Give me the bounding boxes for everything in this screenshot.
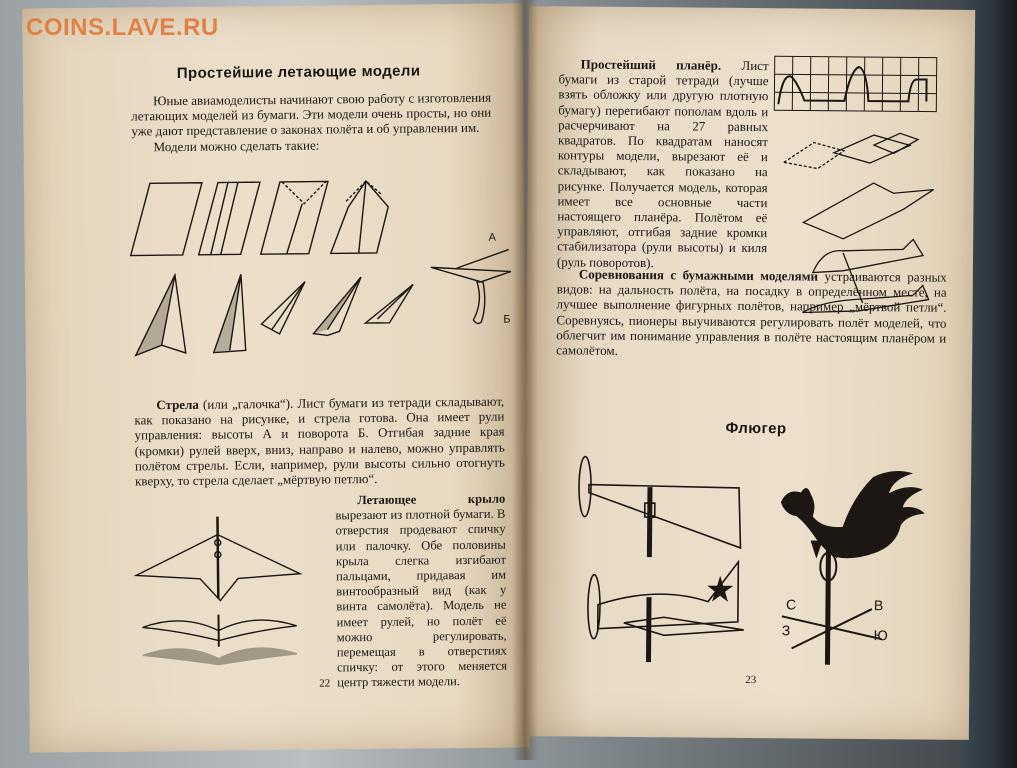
planer-section: [557, 56, 769, 271]
left-page-number: 22: [319, 677, 331, 690]
glider-grid-illustration: [772, 54, 941, 115]
left-page: [22, 3, 530, 752]
krylo-section: [335, 492, 507, 691]
sorev-section: [556, 266, 947, 361]
strela-title: Стрела: [156, 396, 199, 413]
intro-text: [131, 90, 492, 155]
label-rudder-a: А: [488, 231, 496, 244]
fold-step-3: [260, 181, 329, 254]
sorev-text: устраиваются разных видов: на дальность полёта, на посадку в определённом месте, на лучшее выполнение фигурных полётов, например „мёртвой петли“. Соревнуясь, пионеры выучиваются регулировать полёт моделей, что облегчит им понимание управления в полёте настоящим планёром и самолётом.: [556, 268, 947, 358]
direction-yu-label: Ю: [873, 627, 888, 644]
strela-section: [134, 394, 505, 489]
right-page: [523, 6, 975, 740]
vane-flag: [588, 485, 741, 548]
site-watermark: COINS.LAVE.RU: [26, 14, 219, 41]
flying-wing-side-view-2: [143, 648, 297, 666]
intro-paragraph-2: Модели можно сделать такие:: [153, 137, 320, 154]
direction-s-label: С: [785, 596, 797, 613]
flying-wing-illustration: [127, 506, 319, 668]
sorev-title: Соревнования с бумажными моделями: [578, 266, 819, 284]
label-rudder-b: Б: [503, 313, 511, 326]
right-page-number: 23: [745, 673, 757, 687]
direction-z-label: З: [781, 622, 791, 639]
planer-text: Лист бумаги из старой тетради (лучше взять обложку или другую плотную бумагу) перегибают пополам вдоль и расчерчивают на 27 равных квадратов. По квадратам наносят контуры модели, вырезают её и складывают, как показано на рисунке. Получается модель, которая имеет все основные части настоящего планёра. Полётом её управляют, отгибая задние кромки стабилизатора (рули высоты) и киля (руль поворотов).: [556, 57, 769, 270]
krylo-text: вырезают из плотной бумаги. В отверстия продевают спичку или палочку. Обе половины крыла слегка изгибают пальцами, придавая им винтообразный вид (как у винта самолёта). Модель не имеет рулей, но полёт её можно регулировать, перемещая в отверстиях спичку: от этого меняется центр тяжести модели.: [335, 506, 508, 690]
glider-fold-3: [803, 182, 933, 239]
rooster-silhouette: [780, 470, 925, 559]
paper-arrow-folding-illustration: [120, 172, 502, 376]
direction-v-label: В: [873, 597, 884, 614]
planer-title: Простейший планёр.: [580, 56, 722, 73]
fold-step-1: [130, 183, 203, 256]
weathervane-plane-illustration: [563, 446, 765, 668]
intro-paragraph: Юные авиамоделисты начинают свою работу с изготовления летающих моделей из бумаги. Эти модели очень просты, но они уже дают представление о законах полёта и об управлении им.: [131, 89, 492, 139]
rooster-weathervane-illustration: [761, 448, 953, 670]
strela-text: (или „галочка“). Лист бумаги из тетради складывают, как показано на рисунке, и стрела готова. Она имеет рули управления: высоты А и поворота Б. Отгибая задние края (кромки) рулей вверх, вниз, направо и налево, можно управлять полётом стрелы. Если, например, рули высоты сильно отогнуть кверху, то стрела сделает „мёртвую петлю“.: [134, 393, 505, 489]
glider-fold-2: [834, 135, 910, 164]
hand-shape: [473, 282, 485, 324]
fluger-heading: Флюгер: [725, 419, 787, 438]
krylo-title: Летающее крыло: [357, 491, 506, 508]
left-page-heading: Простейшие летающие модели: [176, 62, 421, 83]
glider-fold-1: [784, 142, 844, 169]
flying-arrow: [431, 267, 511, 283]
